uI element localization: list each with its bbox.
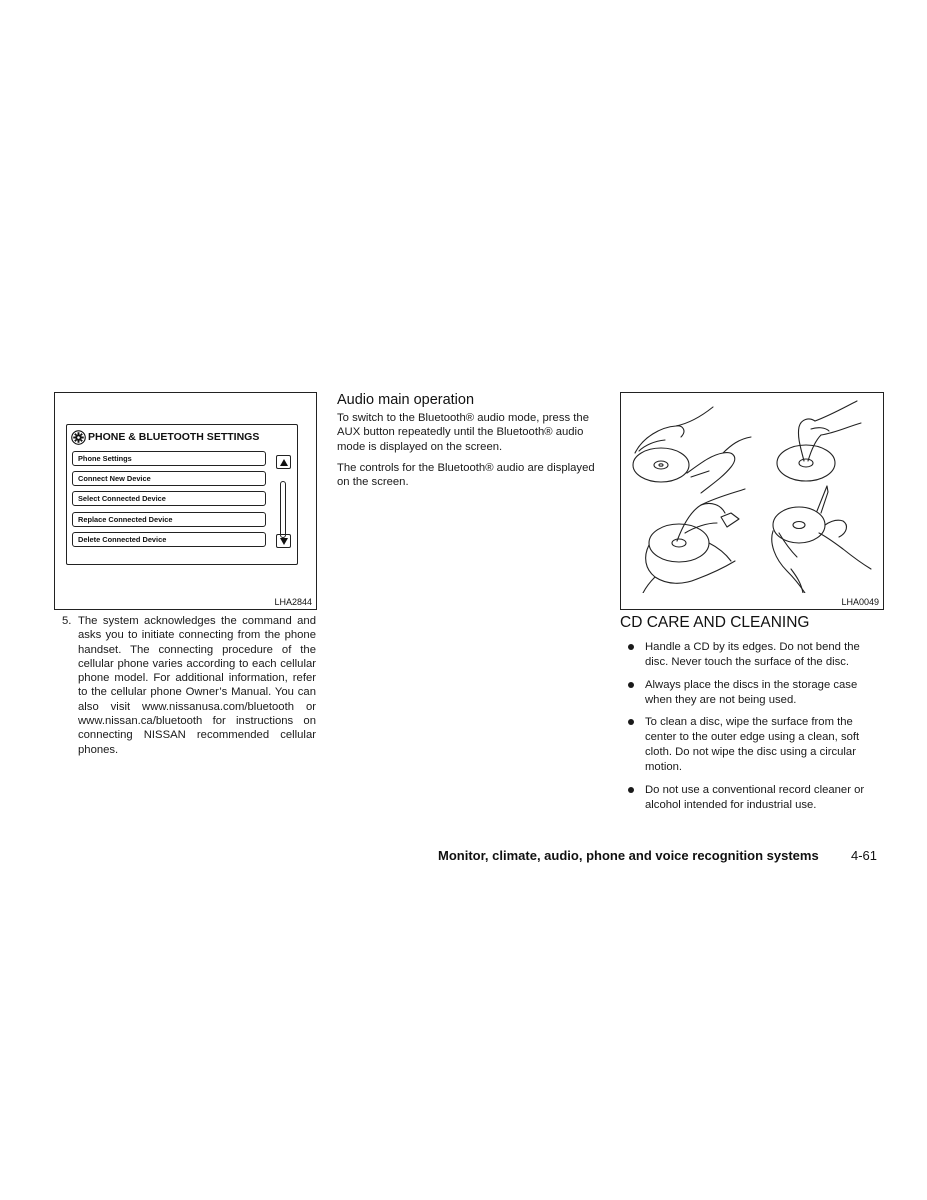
bullet-icon [628,682,634,688]
settings-screen [66,424,298,565]
bullet-text: Always place the discs in the storage case when they are not being used. [645,679,858,706]
figure-label: LHA2844 [274,597,312,607]
audio-paragraph-1: To switch to the Bluetooth® audio mode, press the AUX button repeatedly until the Bluetooth® audio mode is displayed on the screen. [337,412,589,453]
audio-heading: Audio main operation [337,392,475,408]
replace-connected-device-button[interactable]: Replace Connected Device [72,512,266,527]
cd-bullet-2 [628,678,884,708]
step-number: 5. [62,615,72,627]
chapter-title: Monitor, climate, audio, phone and voice recognition systems [438,848,819,863]
bullet-icon [628,644,634,650]
cd-handling-illustration [621,393,883,593]
cd-bullet-4 [628,783,884,813]
cd-bullet-3 [628,715,884,775]
screen-title-row [71,429,259,445]
figure-label: LHA0049 [841,597,879,607]
step-text: The system acknowledges the command and asks you to initiate connecting from the phone handset. The connecting procedure of the cellular phone varies according to each cellular phone model. For additional information, refer to the cellular phone Owner’s Manual. You can also visit www.nissanusa.com/bluetooth or www.nissan.ca/bluetooth for instructions on connecting NISSAN recommended cellular phones. [78,615,316,756]
phone-settings-button[interactable]: Phone Settings [72,451,266,466]
phone-settings-figure [54,392,317,610]
screen-title: PHONE & BLUETOOTH SETTINGS [88,431,260,443]
bullet-text: Handle a CD by its edges. Do not bend the disc. Never touch the surface of the disc. [645,641,860,668]
page-number: 4-61 [851,848,878,863]
connect-new-device-button[interactable]: Connect New Device [72,471,266,486]
triangle-up-icon [280,459,288,466]
gear-icon [71,430,86,445]
select-connected-device-button[interactable]: Select Connected Device [72,491,266,506]
cd-care-figure [620,392,884,610]
triangle-down-icon [280,538,288,545]
delete-connected-device-button[interactable]: Delete Connected Device [72,532,266,547]
step-5 [62,614,316,757]
bullet-text: To clean a disc, wipe the surface from the center to the outer edge using a clean, soft cloth. Do not wipe the disc using a circular motion. [645,716,860,773]
scroll-up-button[interactable] [276,455,291,469]
bullet-text: Do not use a conventional record cleaner or alcohol intended for industrial use. [645,784,865,811]
scroll-track[interactable] [280,481,286,538]
scroll-down-button[interactable] [276,534,291,548]
audio-paragraph-2: The controls for the Bluetooth® audio are displayed on the screen. [337,462,595,489]
bullet-icon [628,719,634,725]
bullet-icon [628,787,634,793]
cd-bullet-1 [628,640,884,670]
cd-care-heading: CD CARE AND CLEANING [620,614,810,631]
